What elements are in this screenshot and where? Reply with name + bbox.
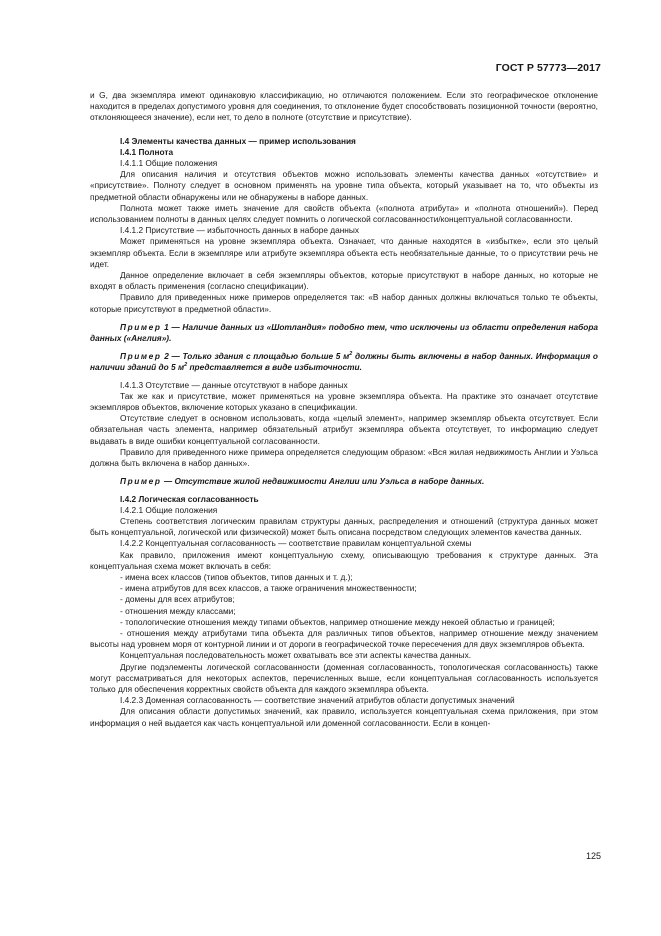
page-number: 125 bbox=[585, 851, 601, 861]
example-text: должны быть включены в набор данных. Информация о наличии зданий до 5 м bbox=[90, 351, 598, 373]
subsection-heading: I.4.2 Логическая согласованность bbox=[120, 493, 259, 504]
clause-title: I.4.2.3 Доменная согласованность — соответствие значений атрибутов области допустимых значений bbox=[120, 695, 515, 706]
example-text: — Отсутствие жилой недвижимости Англии или Уэльса в наборе данных. bbox=[161, 476, 485, 487]
list-item: - отношения между атрибутами типа объекта для различных типов объектов, например отношение между значением высоты над уровнем моря от контурной линии и от дороги в географической точке пересечения для двух экземпляров объекта. bbox=[90, 627, 598, 650]
example-label: Пример bbox=[120, 476, 162, 487]
list-item: - домены для всех атрибутов; bbox=[120, 594, 235, 605]
superscript: 2 bbox=[184, 362, 188, 369]
paragraph: Так же как и присутствие, может применяться на уровне экземпляра объекта. На практике это означает отсутствие экземпляров объектов, включение которых указано в спецификации. bbox=[90, 390, 598, 413]
list-item: - имена атрибутов для всех классов, а также ограничения множественности; bbox=[120, 583, 417, 594]
example-text: представляется в виде избыточности. bbox=[187, 362, 362, 373]
example-text: 1 — Наличие данных из «Шотландия» подобно тем, что исключены из области определения набора данных («Англия»). bbox=[90, 321, 598, 344]
document-body bbox=[90, 90, 598, 729]
paragraph: Как правило, приложения имеют концептуальную схему, описывающую требования к структуре данных. Эта концептуальная схема может включать в себя: bbox=[90, 549, 598, 571]
example-note bbox=[90, 476, 598, 487]
paragraph: Правило для приведенных ниже примеров определяется так: «В набор данных должны включаться только те объекты, которые присутствуют в предметной области». bbox=[90, 292, 598, 314]
subsection-heading: I.4.1 Полнота bbox=[120, 146, 174, 157]
list-item: - имена всех классов (типов объектов, типов данных и т. д.); bbox=[120, 571, 353, 582]
paragraph: Другие подэлементы логической согласованности (доменная согласованность, топологическая согласованность) также могут рассматриваться для некоторых аспектов, перечисленных выше, если концептуальная согласованность используется только для обеспечения корректных свойств объекта для каждого экземпляра объекта. bbox=[90, 661, 598, 694]
paragraph: и G, два экземпляра имеют одинаковую классификацию, но отличаются положением. Если это географическое отклонение находится в пределах допустимого уровня для соединения, то отклонение будет способствовать позиционной точности (вероятно, отклоняющееся значение), если нет, то дело в полноте (отсутствие и присутствие). bbox=[90, 90, 598, 123]
clause-title: I.4.1.1 Общие положения bbox=[120, 158, 218, 169]
section-heading: I.4 Элементы качества данных — пример использования bbox=[120, 135, 356, 146]
paragraph: Концептуальная последовательность может охватывать все эти аспекты качества данных. bbox=[120, 650, 472, 661]
superscript: 2 bbox=[349, 351, 353, 358]
example-note bbox=[90, 322, 598, 344]
list-item: - топологические отношения между типами объектов, например отношение между некоей областью и границей; bbox=[120, 616, 555, 627]
clause-title: I.4.2.1 Общие положения bbox=[120, 504, 218, 515]
clause-title: I.4.1.3 Отсутствие — данные отсутствуют в наборе данных bbox=[120, 379, 348, 390]
paragraph: Полнота может также иметь значение для свойств объекта («полнота атрибута» и «полнота отношений»). Перед использованием полноты в данных целях следует помнить о логической согласованности/концептуальной согласованности. bbox=[90, 202, 598, 225]
paragraph: Для описания наличия и отсутствия объектов можно использовать элементы качества данных «отсутствие» и «присутствие». Полноту следует в основном применять на уровне типа объекта, который указывает на то, что объекты из предметной области обнаружены или не обнаружены в наборе данных. bbox=[90, 169, 598, 202]
example-text: 2 — Только здания с площадью больше 5 м bbox=[161, 351, 350, 362]
clause-title: I.4.1.2 Присутствие — избыточность данных в наборе данных bbox=[120, 225, 359, 236]
example-note bbox=[90, 351, 598, 373]
example-label: Пример bbox=[120, 351, 162, 362]
paragraph: Данное определение включает в себя экземпляры объектов, которые присутствуют в наборе данных, но которые не входят в область применения (согласно спецификации). bbox=[90, 270, 598, 292]
paragraph: Правило для приведенного ниже примера определяется следующим образом: «Вся жилая недвижимость Англии и Уэльса должна быть включена в набор данных». bbox=[90, 446, 598, 469]
paragraph: Для описания области допустимых значений, как правило, используется концептуальная схема приложения, при этом информация о ней выдается как часть концептуальной или доменной согласованности. Если в концеп- bbox=[90, 706, 598, 728]
example-label: Пример bbox=[120, 321, 162, 332]
paragraph: Может применяться на уровне экземпляра объекта. Означает, что данные находятся в «избытке», если это целый экземпляр объекта. Если в экземпляре или атрибуте экземпляра объекта есть необязательные данные, то о присутствии речь не идет. bbox=[90, 236, 598, 269]
paragraph: Степень соответствия логическим правилам структуры данных, распределения и отношений (структура данных может быть концептуальной, логической или физической) может быть описана посредством следующих элементов качества данных. bbox=[90, 515, 598, 538]
standard-header: ГОСТ Р 57773—2017 bbox=[495, 62, 601, 74]
clause-title: I.4.2.2 Концептуальная согласованность — соответствие правилам концептуальной схемы bbox=[120, 538, 472, 549]
list-item: - отношения между классами; bbox=[120, 605, 236, 616]
paragraph: Отсутствие следует в основном использовать, когда «целый элемент», например экземпляр объекта отсутствует. Если обязательная часть элемента, например обязательный атрибут экземпляра объекта отсутствует, то информацию следует выдавать в виде ошибки концептуальной согласованности. bbox=[90, 413, 598, 446]
